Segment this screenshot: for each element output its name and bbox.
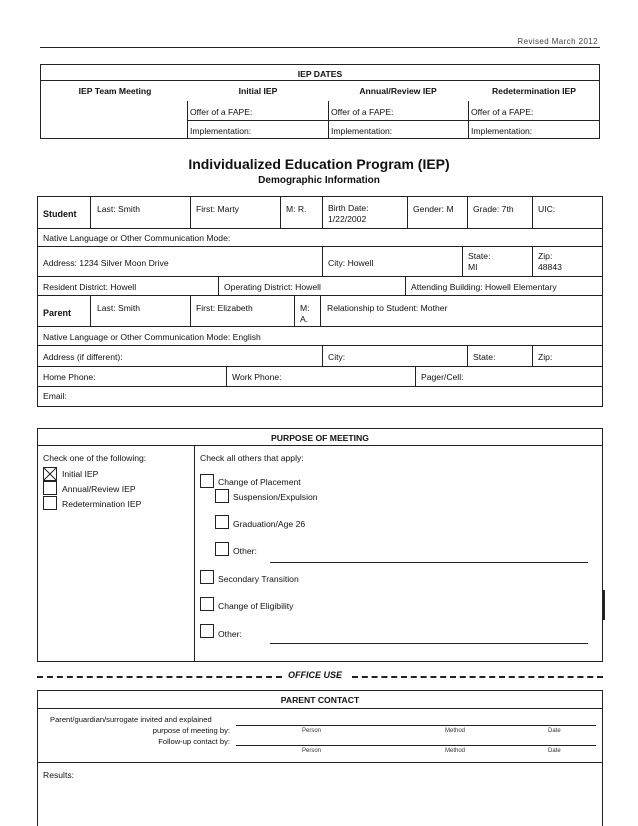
change-eligibility-checkbox[interactable]: [200, 597, 214, 611]
invited-method-label: Method: [445, 728, 466, 734]
operating-district[interactable]: Operating District: Howell: [224, 282, 321, 292]
change-of-placement-checkbox[interactable]: [200, 474, 214, 488]
parent-first-name[interactable]: First: Elizabeth: [196, 303, 253, 313]
followup-method-label: Method: [445, 748, 466, 754]
student-address[interactable]: Address: 1234 Silver Moon Drive: [43, 258, 169, 268]
redetermination-option: Redetermination IEP: [62, 499, 142, 509]
parent-contact-table: [37, 690, 603, 826]
office-use-label: OFFICE USE: [288, 670, 343, 680]
followup-date-label: Date: [548, 748, 561, 754]
student-zip-value[interactable]: 48843: [538, 262, 562, 272]
work-phone[interactable]: Work Phone:: [232, 372, 282, 382]
secondary-transition-checkbox[interactable]: [200, 570, 214, 584]
form-title: Individualized Education Program (IEP): [188, 156, 450, 172]
student-grade[interactable]: Grade: 7th: [473, 204, 514, 214]
change-eligibility-label: Change of Eligibility: [218, 601, 294, 611]
birth-date-label: Birth Date:: [328, 203, 369, 213]
parent-mi-value[interactable]: A.: [300, 314, 309, 324]
results-label[interactable]: Results:: [43, 770, 75, 780]
office-use-dash-left: [37, 676, 282, 678]
iep-team-meeting-header: IEP Team Meeting: [78, 86, 152, 96]
annual-offer-fape[interactable]: Offer of a FAPE:: [331, 107, 394, 117]
annual-review-checkbox[interactable]: [43, 481, 57, 495]
student-state-value[interactable]: MI: [468, 262, 478, 272]
suspension-label: Suspension/Expulsion: [233, 492, 318, 502]
followup-label: Follow-up contact by:: [158, 737, 230, 746]
student-city[interactable]: City: Howell: [328, 258, 374, 268]
iep-dates-divider: [40, 80, 600, 81]
student-uic[interactable]: UIC:: [538, 204, 556, 214]
initial-iep-header: Initial IEP: [238, 86, 278, 96]
annual-review-header: Annual/Review IEP: [359, 86, 437, 96]
checked-x-icon: [44, 468, 56, 480]
suspension-checkbox[interactable]: [215, 489, 229, 503]
check-all-label: Check all others that apply:: [200, 453, 304, 463]
redetermination-header: Redetermination IEP: [491, 86, 577, 96]
purpose-title: PURPOSE OF MEETING: [271, 433, 369, 443]
redetermination-checkbox[interactable]: [43, 496, 57, 510]
student-state-label: State:: [468, 251, 491, 261]
student-gender[interactable]: Gender: M: [413, 204, 454, 214]
attending-building[interactable]: Attending Building: Howell Elementary: [411, 282, 557, 292]
home-phone[interactable]: Home Phone:: [43, 372, 96, 382]
form-subtitle: Demographic Information: [258, 175, 380, 186]
parent-state[interactable]: State:: [473, 352, 496, 362]
parent-contact-title: PARENT CONTACT: [280, 695, 360, 705]
parent-native-language[interactable]: Native Language or Other Communication Mode: English: [43, 332, 261, 342]
secondary-transition-label: Secondary Transition: [218, 574, 299, 584]
other-label: Other:: [218, 629, 242, 639]
change-of-placement-label: Change of Placement: [218, 477, 301, 487]
invited-signature-line[interactable]: [236, 725, 596, 726]
invited-person-label: Person: [302, 728, 322, 734]
other-line[interactable]: [270, 643, 588, 644]
iep-dates-title: IEP DATES: [297, 69, 343, 79]
other-sub-line[interactable]: [270, 562, 588, 563]
parent-email[interactable]: Email:: [43, 391, 67, 401]
invited-label-line2: purpose of meeting by:: [152, 726, 230, 735]
invited-date-label: Date: [548, 728, 561, 734]
student-label: Student: [43, 209, 77, 219]
student-middle-initial[interactable]: M: R.: [286, 204, 307, 214]
initial-offer-fape[interactable]: Offer of a FAPE:: [190, 107, 253, 117]
parent-city[interactable]: City:: [328, 352, 346, 362]
other-sub-label: Other:: [233, 546, 257, 556]
resident-district[interactable]: Resident District: Howell: [43, 282, 137, 292]
parent-last-name[interactable]: Last: Smith: [97, 303, 140, 313]
check-one-label: Check one of the following:: [43, 453, 147, 463]
office-use-dash-right: [352, 676, 603, 678]
initial-iep-option: Initial IEP: [62, 469, 99, 479]
student-zip-label: Zip:: [538, 251, 553, 261]
pager-cell[interactable]: Pager/Cell:: [421, 372, 464, 382]
graduation-label: Graduation/Age 26: [233, 519, 306, 529]
annual-review-option: Annual/Review IEP: [62, 484, 136, 494]
initial-iep-checkbox[interactable]: [43, 467, 57, 481]
parent-zip[interactable]: Zip:: [538, 352, 553, 362]
student-native-language[interactable]: Native Language or Other Communication Mode:: [43, 233, 231, 243]
header-rule: [40, 47, 600, 48]
birth-date-value[interactable]: 1/22/2002: [328, 214, 367, 224]
followup-signature-line[interactable]: [236, 745, 596, 746]
other-checkbox[interactable]: [200, 624, 214, 638]
annual-implementation[interactable]: Implementation:: [331, 126, 393, 136]
revised-date: Revised March 2012: [517, 37, 598, 46]
followup-person-label: Person: [302, 748, 322, 754]
initial-implementation[interactable]: Implementation:: [190, 126, 252, 136]
student-last-name[interactable]: Last: Smith: [97, 204, 140, 214]
other-sub-checkbox[interactable]: [215, 542, 229, 556]
graduation-checkbox[interactable]: [215, 515, 229, 529]
purpose-table: [37, 428, 603, 662]
parent-relationship[interactable]: Relationship to Student: Mother: [327, 303, 448, 313]
student-first-name[interactable]: First: Marty: [196, 204, 239, 214]
parent-address[interactable]: Address (if different):: [43, 352, 123, 362]
parent-mi-label: M:: [300, 303, 310, 313]
redet-offer-fape[interactable]: Offer of a FAPE:: [471, 107, 534, 117]
invited-label-line1: Parent/guardian/surrogate invited and explained: [50, 715, 212, 724]
redet-implementation[interactable]: Implementation:: [471, 126, 533, 136]
parent-label: Parent: [43, 308, 72, 318]
